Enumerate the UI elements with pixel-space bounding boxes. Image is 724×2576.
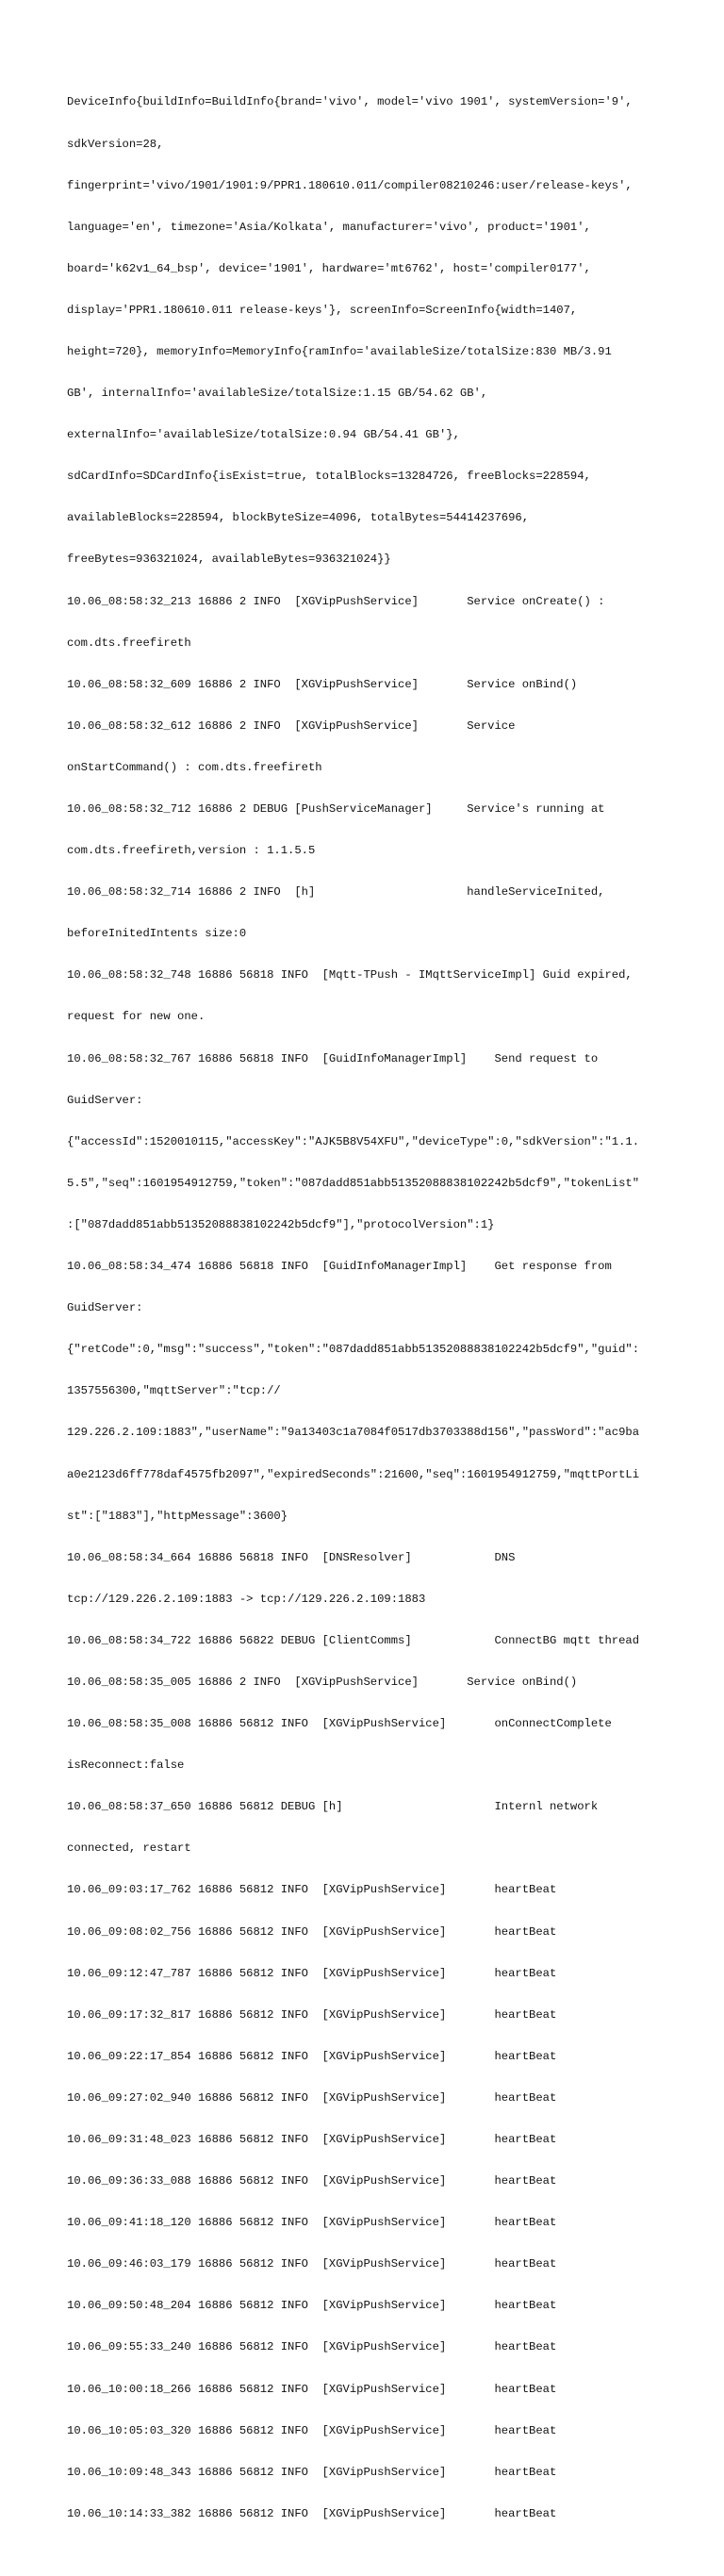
log-line: 10.06_08:58:34_664 16886 56818 INFO [DNSResolver] DNS [67,1550,516,1564]
log-line: {"retCode":0,"msg":"success","token":"087dadd851abb51352088838102242b5dcf9","guid": [67,1343,640,1357]
log-line: 10.06_08:58:34_722 16886 56822 DEBUG [ClientComms] ConnectBG mqtt thread [67,1633,640,1647]
log-line: 5.5","seq":1601954912759,"token":"087dadd851abb51352088838102242b5dcf9","tokenList" [67,1176,640,1190]
log-line: 10.06_09:41:18_120 16886 56812 INFO [XGVipPushService] heartBeat [67,2216,557,2230]
log-line: 10.06_09:27:02_940 16886 56812 INFO [XGVipPushService] heartBeat [67,2090,557,2105]
log-line: beforeInitedIntents size:0 [67,927,247,941]
log-line: connected, restart [67,1841,191,1856]
log-line: GuidServer: [67,1301,143,1315]
log-line: a0e2123d6ff778daf4575fb2097","expiredSeconds":21600,"seq":1601954912759,"mqttPortLi [67,1467,640,1481]
log-line: 10.06_08:58:37_650 16886 56812 DEBUG [h] Internl network [67,1800,599,1814]
log-line: 10.06_09:55:33_240 16886 56812 INFO [XGVipPushService] heartBeat [67,2340,557,2354]
log-line: tcp://129.226.2.109:1883 -> tcp://129.226.2.109:1883 [67,1592,426,1606]
log-line: GuidServer: [67,1093,143,1107]
log-line: 10.06_09:22:17_854 16886 56812 INFO [XGVipPushService] heartBeat [67,2049,557,2063]
log-line: 10.06_09:12:47_787 16886 56812 INFO [XGVipPushService] heartBeat [67,1966,557,1980]
log-line: 10.06_08:58:35_005 16886 2 INFO [XGVipPushService] Service onBind() [67,1675,578,1689]
log-line: 10.06_08:58:32_712 16886 2 DEBUG [PushServiceManager] Service's running at [67,802,605,816]
log-text-block [67,68,670,2576]
log-line: availableBlocks=228594, blockByteSize=4096, totalBytes=54414237696, [67,511,530,525]
log-line: GB', internalInfo='availableSize/totalSize:1.15 GB/54.62 GB', [67,387,488,401]
log-line: 10.06_08:58:34_474 16886 56818 INFO [GuidInfoManagerImpl] Get response from [67,1260,612,1274]
log-line: 10.06_08:58:32_748 16886 56818 INFO [Mqtt-TPush - IMqttServiceImpl] Guid expired, [67,968,633,983]
log-line: 10.06_08:58:32_767 16886 56818 INFO [GuidInfoManagerImpl] Send request to [67,1051,599,1065]
log-line: 10.06_09:03:17_762 16886 56812 INFO [XGVipPushService] heartBeat [67,1883,557,1897]
log-line: 10.06_08:58:32_714 16886 2 INFO [h] handleServiceInited, [67,885,605,900]
log-line: 129.226.2.109:1883","userName":"9a13403c1a7084f0517db3703388d156","passWord":"ac9ba [67,1426,640,1440]
log-line: 10.06_09:17:32_817 16886 56812 INFO [XGVipPushService] heartBeat [67,2007,557,2022]
log-line: fingerprint='vivo/1901/1901:9/PPR1.180610.011/compiler08210246:user/release-keys', [67,178,633,192]
log-line: 10.06_09:31:48_023 16886 56812 INFO [XGVipPushService] heartBeat [67,2133,557,2146]
log-line: st":["1883"],"httpMessage":3600} [67,1509,288,1523]
log-line: sdCardInfo=SDCardInfo{isExist=true, totalBlocks=13284726, freeBlocks=228594, [67,470,591,484]
log-line: 10.06_09:46:03_179 16886 56812 INFO [XGVipPushService] heartBeat [67,2257,557,2271]
log-line: onStartCommand() : com.dts.freefireth [67,760,322,774]
log-line [67,2549,670,2563]
log-line: board='k62v1_64_bsp', device='1901', hardware='mt6762', host='compiler0177', [67,261,591,275]
log-line: 10.06_08:58:32_213 16886 2 INFO [XGVipPushService] Service onCreate() : [67,594,605,608]
log-line: {"accessId":1520010115,"accessKey":"AJK5B8V54XFU","deviceType":0,"sdkVersion":"1.1. [67,1134,640,1148]
log-line: 10.06_09:50:48_204 16886 56812 INFO [XGVipPushService] heartBeat [67,2299,557,2313]
log-line: DeviceInfo{buildInfo=BuildInfo{brand='vivo', model='vivo 1901', systemVersion='9', [67,95,633,109]
log-line: 10.06_08:58:32_609 16886 2 INFO [XGVipPushService] Service onBind() [67,677,578,691]
log-line: com.dts.freefireth,version : 1.1.5.5 [67,844,316,858]
log-line: 10.06_10:09:48_343 16886 56812 INFO [XGVipPushService] heartBeat [67,2465,557,2479]
log-line: 10.06_09:08:02_756 16886 56812 INFO [XGVipPushService] heartBeat [67,1924,557,1939]
log-line: com.dts.freefireth [67,636,191,650]
log-line: :["087dadd851abb51352088838102242b5dcf9"],"protocolVersion":1} [67,1217,495,1231]
log-line: 1357556300,"mqttServer":"tcp:// [67,1384,281,1398]
log-line: 10.06_10:14:33_382 16886 56812 INFO [XGVipPushService] heartBeat [67,2506,557,2520]
log-line: 10.06_08:58:32_612 16886 2 INFO [XGVipPushService] Service [67,718,516,733]
log-line: externalInfo='availableSize/totalSize:0.94 GB/54.41 GB'}, [67,428,460,442]
log-line: freeBytes=936321024, availableBytes=936321024}} [67,553,391,567]
log-line: language='en', timezone='Asia/Kolkata', manufacturer='vivo', product='1901', [67,220,591,234]
log-line: isReconnect:false [67,1759,185,1773]
log-line: 10.06_10:05:03_320 16886 56812 INFO [XGVipPushService] heartBeat [67,2423,557,2437]
log-line: 10.06_08:58:35_008 16886 56812 INFO [XGVipPushService] onConnectComplete [67,1717,612,1731]
log-line: display='PPR1.180610.011 release-keys'}, screenInfo=ScreenInfo{width=1407, [67,303,578,317]
log-line: 10.06_10:00:18_266 16886 56812 INFO [XGVipPushService] heartBeat [67,2382,557,2396]
log-line: height=720}, memoryInfo=MemoryInfo{ramInfo='availableSize/totalSize:830 MB/3.91 [67,344,612,358]
log-line: sdkVersion=28, [67,137,164,151]
log-line: 10.06_09:36:33_088 16886 56812 INFO [XGVipPushService] heartBeat [67,2174,557,2188]
log-line: request for new one. [67,1010,206,1024]
